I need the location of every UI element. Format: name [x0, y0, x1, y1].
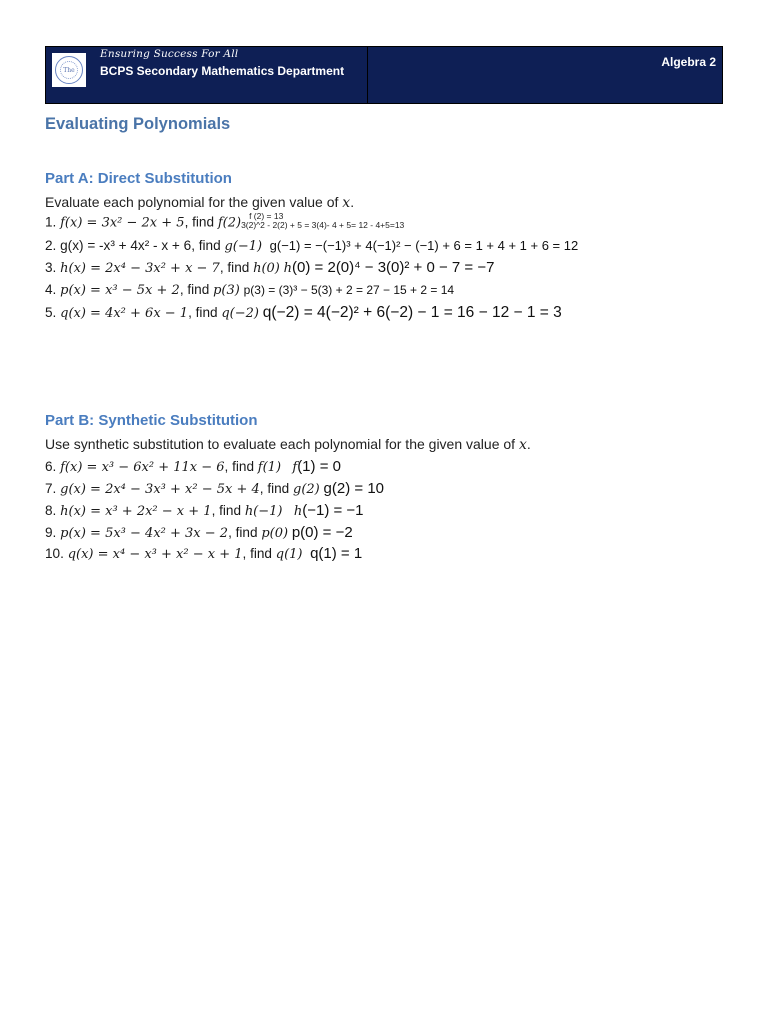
answer-3: (0) = 2(0)⁴ − 3(0)² + 0 − 7 = −7 [292, 259, 495, 276]
course-name: Algebra 2 [661, 55, 716, 69]
document-header [45, 46, 723, 104]
problem-6: 6. f(x) = x³ − 6x² + 11x − 6, find f(1) f(1) = 0 [45, 458, 341, 475]
seal-icon: The [55, 56, 83, 84]
problem-3: 3. h(x) = 2x⁴ − 3x² + x − 7, find h(0) h(0) = 2(0)⁴ − 3(0)² + 0 − 7 = −7 [45, 259, 495, 276]
part-a-instructions: Evaluate each polynomial for the given value of x. [45, 194, 355, 211]
problem-1: 1. f(x) = 3x² − 2x + 5, find f(2) f (2) = 13 3(2)^2 - 2(2) + 5 = 3(4)- 4 + 5= 12 - 4+5=13 [45, 211, 405, 231]
answer-2: g(−1) = −(−1)³ + 4(−1)² − (−1) + 6 = 1 + 4 + 1 + 6 = 12 [269, 238, 579, 253]
part-b-heading: Part B: Synthetic Substitution [45, 412, 258, 429]
answer-4: p(3) = (3)³ − 5(3) + 2 = 27 − 15 + 2 = 14 [243, 283, 455, 297]
problem-8: 8. h(x) = x³ + 2x² − x + 1, find h(−1) h(−1) = −1 [45, 502, 364, 519]
answer-6: (1) = 0 [297, 458, 341, 475]
answer-10: q(1) = 1 [310, 545, 363, 562]
header-tagline: Ensuring Success For All [100, 48, 239, 60]
part-b-instructions: Use synthetic substitution to evaluate each polynomial for the given value of x. [45, 436, 531, 453]
problem-7: 7. g(x) = 2x⁴ − 3x³ + x² − 5x + 4, find g(2) g(2) = 10 [45, 480, 385, 497]
answer-9: p(0) = −2 [291, 524, 353, 541]
answer-1: f (2) = 13 3(2)^2 - 2(2) + 5 = 3(4)- 4 + 5= 12 - 4+5=13 [241, 211, 405, 230]
school-logo [52, 53, 86, 87]
answer-8: (−1) = −1 [302, 502, 364, 519]
problem-2: 2. g(x) = -x³ + 4x² - x + 6, find g(−1) g(−1) = −(−1)³ + 4(−1)² − (−1) + 6 = 1 + 4 + 1 + 6 = 12 [45, 238, 579, 254]
page-title: Evaluating Polynomials [45, 115, 231, 133]
part-a-heading: Part A: Direct Substitution [45, 170, 232, 187]
department-name: BCPS Secondary Mathematics Department [100, 64, 345, 78]
problem-5: 5. q(x) = 4x² + 6x − 1, find q(−2) q(−2) = 4(−2)² + 6(−2) − 1 = 16 − 12 − 1 = 3 [45, 304, 562, 321]
header-divider [367, 47, 368, 103]
problem-4: 4. p(x) = x³ − 5x + 2, find p(3) p(3) = (3)³ − 5(3) + 2 = 27 − 15 + 2 = 14 [45, 282, 455, 298]
answer-7: g(2) = 10 [323, 480, 385, 497]
answer-5: q(−2) = 4(−2)² + 6(−2) − 1 = 16 − 12 − 1 = 3 [262, 304, 562, 321]
problem-9: 9. p(x) = 5x³ − 4x² + 3x − 2, find p(0) p(0) = −2 [45, 524, 353, 541]
problem-10: 10. q(x) = x⁴ − x³ + x² − x + 1, find q(1) q(1) = 1 [45, 545, 363, 562]
